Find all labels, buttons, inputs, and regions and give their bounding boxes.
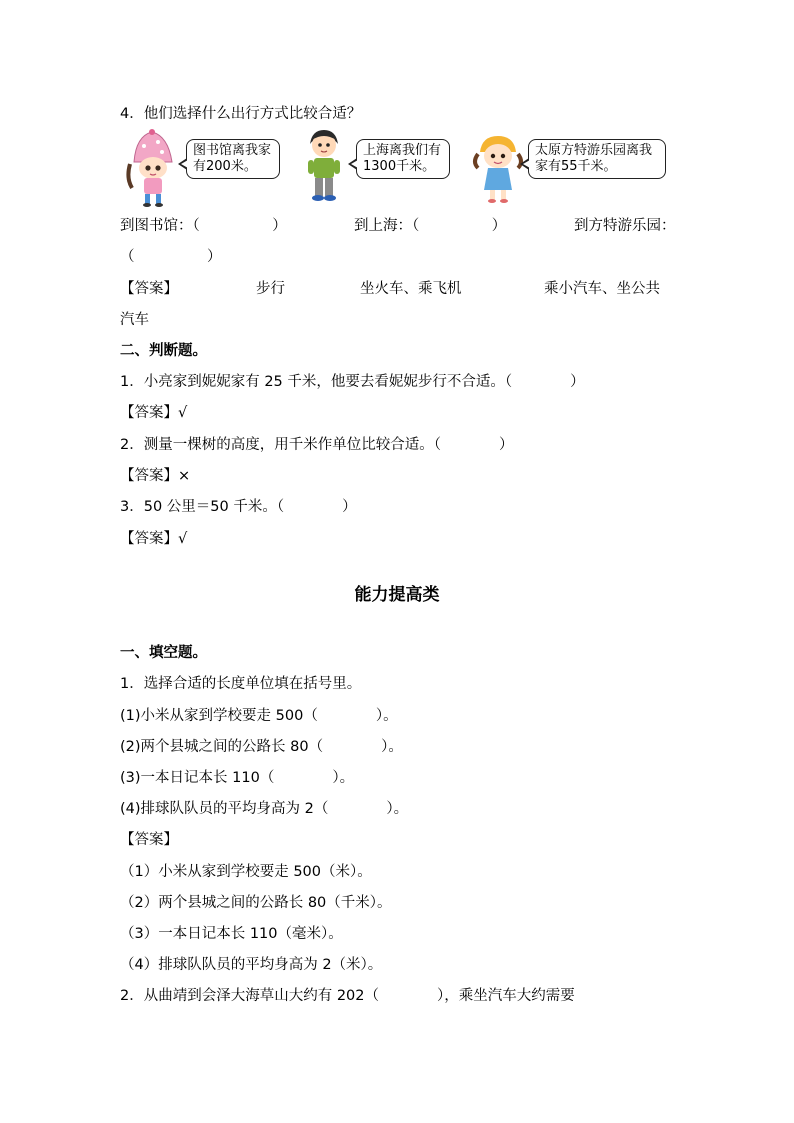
judgement-a3: 【答案】√ <box>120 531 188 547</box>
boy-illustration <box>300 128 348 204</box>
speech-bubble-amusement-park: 太原方特游乐园离我家有55千米。 <box>528 139 666 179</box>
answer-train-plane: 坐火车、乘飞机 <box>360 281 462 297</box>
answer-car-bus-cont: 汽车 <box>120 312 149 328</box>
judgement-a1: 【答案】√ <box>120 405 188 421</box>
fill-answer-label: 【答案】 <box>120 832 178 848</box>
fill-q1-item-1: (1)小米从家到学校要走 500（ ）。 <box>120 708 398 724</box>
ability-section-title: 能力提高类 <box>354 585 440 605</box>
fill-answer-1: （1）小米从家到学校要走 500（米）。 <box>120 864 372 880</box>
fill-q2: 2．从曲靖到会泽大海草山大约有 202（ ），乘坐汽车大约需要 <box>120 988 575 1004</box>
speech-bubble-shanghai: 上海离我们有1300千米。 <box>356 139 450 179</box>
fill-q1-item-3: (3)一本日记本长 110（ ）。 <box>120 770 355 786</box>
q4-question: 4．他们选择什么出行方式比较合适？ <box>120 106 362 122</box>
fill-q1-item-4: (4)排球队队员的平均身高为 2（ ）。 <box>120 801 409 817</box>
blank-amusement-park-cont: （ ） <box>120 249 222 265</box>
judgement-q1: 1．小亮家到妮妮家有 25 千米，他要去看妮妮步行不合适。（ ） <box>120 374 585 390</box>
judgement-a2: 【答案】× <box>120 468 191 484</box>
blank-library: 到图书馆：（ ） <box>120 218 287 234</box>
blank-shanghai: 到上海：（ ） <box>354 218 507 234</box>
girl-pink-hat-illustration <box>122 128 184 208</box>
speech-bubble-library: 图书馆离我家有200米。 <box>186 139 280 179</box>
girl-yellow-hat-illustration <box>472 132 524 204</box>
answer-walk: 步行 <box>256 281 285 297</box>
fill-blank-heading: 一、填空题。 <box>120 645 207 661</box>
section-judgement-heading: 二、判断题。 <box>120 343 207 359</box>
judgement-q2: 2．测量一棵树的高度，用千米作单位比较合适。（ ） <box>120 437 514 453</box>
blank-amusement-park: 到方特游乐园： <box>574 218 676 234</box>
answer-label: 【答案】 <box>120 281 178 297</box>
fill-q1-item-2: (2)两个县城之间的公路长 80（ ）。 <box>120 739 403 755</box>
fill-answer-2: （2）两个县城之间的公路长 80（千米）。 <box>120 895 392 911</box>
fill-q1: 1．选择合适的长度单位填在括号里。 <box>120 676 362 692</box>
fill-answer-3: （3）一本日记本长 110（毫米）。 <box>120 926 343 942</box>
answer-car-bus: 乘小汽车、坐公共 <box>544 281 660 297</box>
judgement-q3: 3．50 公里＝50 千米。（ ） <box>120 499 357 515</box>
fill-answer-4: （4）排球队队员的平均身高为 2（米）。 <box>120 957 383 973</box>
